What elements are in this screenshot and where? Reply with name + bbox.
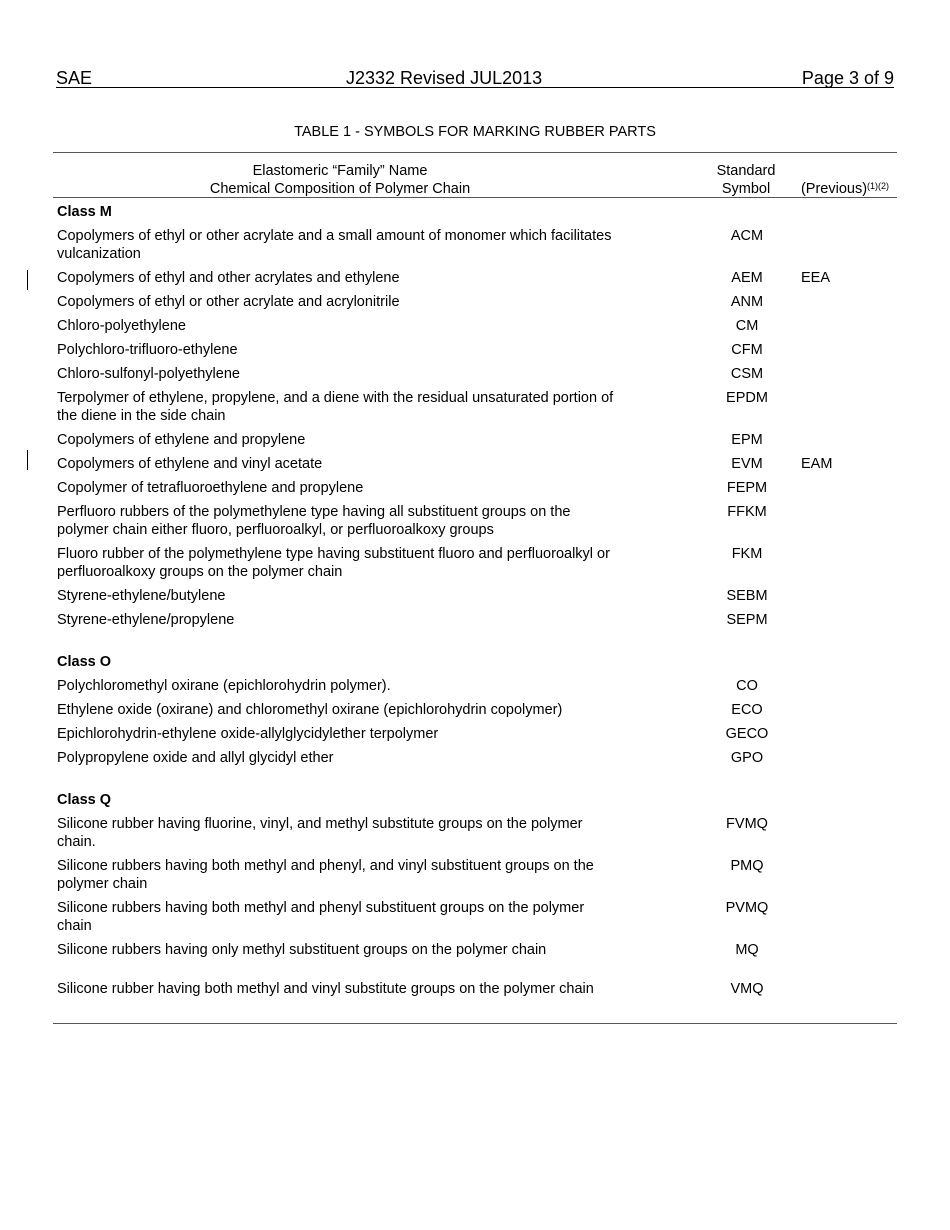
table-title: TABLE 1 - SYMBOLS FOR MARKING RUBBER PARTS bbox=[294, 124, 656, 140]
polymer-description: Styrene-ethylene/propylene bbox=[57, 612, 235, 628]
header-org: SAE bbox=[56, 68, 93, 88]
class-heading-o: Class O bbox=[57, 654, 111, 670]
polymer-description: Chloro-polyethylene bbox=[57, 318, 186, 334]
table-row bbox=[57, 293, 897, 311]
previous-symbol: EAM bbox=[801, 456, 833, 472]
standard-symbol: EPM bbox=[731, 432, 763, 448]
polymer-description: Epichlorohydrin-ethylene oxide-allylglycidylether terpolymer bbox=[57, 726, 439, 742]
table-row bbox=[57, 227, 897, 263]
table-row bbox=[57, 815, 897, 851]
polymer-description: Copolymers of ethylene and vinyl acetate bbox=[57, 456, 323, 472]
standard-symbol: PMQ bbox=[730, 858, 764, 874]
polymer-description: Styrene-ethylene/butylene bbox=[57, 588, 226, 604]
polymer-description: Silicone rubber having fluorine, vinyl, and methyl substitute groups on the polymer chain. bbox=[57, 816, 583, 850]
standard-symbol: SEPM bbox=[726, 612, 768, 628]
header-doc-id: J2332 Revised JUL2013 bbox=[346, 68, 543, 88]
polymer-description: Copolymers of ethylene and propylene bbox=[57, 432, 306, 448]
column-header-name-line1: Elastomeric “Family” Name bbox=[252, 163, 428, 179]
standard-symbol: FVMQ bbox=[726, 816, 768, 832]
polymer-description: Ethylene oxide (oxirane) and chloromethyl oxirane (epichlorohydrin copolymer) bbox=[57, 702, 563, 718]
table-row bbox=[57, 899, 897, 935]
table-bottom-rule bbox=[53, 1023, 897, 1024]
standard-symbol: GECO bbox=[725, 726, 769, 742]
standard-symbol: GPO bbox=[730, 750, 764, 766]
table-row bbox=[57, 389, 897, 425]
standard-symbol: EPDM bbox=[726, 390, 768, 406]
table-row bbox=[57, 725, 897, 743]
table-row bbox=[57, 365, 897, 383]
standard-symbol: MQ bbox=[735, 942, 759, 958]
standard-symbol: SEBM bbox=[726, 588, 768, 604]
column-header-standard-symbol bbox=[696, 162, 796, 198]
table-body bbox=[57, 203, 897, 1004]
standard-symbol: AEM bbox=[731, 270, 763, 286]
standard-symbol: ACM bbox=[730, 228, 764, 244]
standard-symbol: ANM bbox=[730, 294, 764, 310]
column-header-previous bbox=[790, 180, 900, 198]
table-row bbox=[57, 701, 897, 719]
table-row bbox=[57, 677, 897, 695]
class-q-rows bbox=[57, 815, 897, 998]
standard-symbol: FKM bbox=[731, 546, 763, 562]
standard-symbol: CM bbox=[735, 318, 759, 334]
table-row bbox=[57, 455, 897, 473]
table-row bbox=[57, 611, 897, 629]
revision-change-bar bbox=[27, 270, 28, 290]
class-o-rows bbox=[57, 677, 897, 767]
standard-symbol: CO bbox=[736, 678, 758, 694]
table-row bbox=[57, 941, 897, 959]
polymer-description: Silicone rubbers having both methyl and phenyl substituent groups on the polymer chain bbox=[57, 900, 585, 934]
table-top-rule bbox=[53, 152, 897, 153]
class-heading-m: Class M bbox=[57, 204, 112, 220]
standard-symbol: CFM bbox=[731, 342, 763, 358]
table-row bbox=[57, 545, 897, 581]
polymer-description: Fluoro rubber of the polymethylene type having substituent fluoro and perfluoroalkyl or perfluoroalkoxy groups on the polymer chain bbox=[57, 546, 610, 580]
polymer-description: Silicone rubbers having only methyl substituent groups on the polymer chain bbox=[57, 942, 547, 958]
header-page-number: Page 3 of 9 bbox=[801, 68, 894, 88]
revision-change-bar bbox=[27, 450, 28, 470]
standard-symbol: PVMQ bbox=[725, 900, 769, 916]
polymer-description: Copolymers of ethyl or other acrylate and a small amount of monomer which facilitates vulcanization bbox=[57, 228, 612, 262]
polymer-description: Polychloro-trifluoro-ethylene bbox=[57, 342, 238, 358]
polymer-description: Copolymers of ethyl or other acrylate and acrylonitrile bbox=[57, 294, 400, 310]
polymer-description: Copolymers of ethyl and other acrylates and ethylene bbox=[57, 270, 400, 286]
standard-symbol: FFKM bbox=[727, 504, 767, 520]
standard-symbol: FEPM bbox=[726, 480, 768, 496]
column-header-std-line2: Symbol bbox=[721, 181, 771, 197]
table-row bbox=[57, 317, 897, 335]
table-row bbox=[57, 587, 897, 605]
table-row bbox=[57, 749, 897, 767]
class-heading-q: Class Q bbox=[57, 792, 111, 808]
polymer-description: Polychloromethyl oxirane (epichlorohydrin polymer). bbox=[57, 678, 391, 694]
polymer-description: Silicone rubbers having both methyl and phenyl, and vinyl substituent groups on the polymer chain bbox=[57, 858, 594, 892]
column-header-name-line2: Chemical Composition of Polymer Chain bbox=[209, 181, 471, 197]
column-header-name bbox=[150, 162, 530, 198]
table-row bbox=[57, 431, 897, 449]
table-row bbox=[57, 980, 897, 998]
class-m-rows bbox=[57, 227, 897, 629]
standard-symbol: ECO bbox=[731, 702, 763, 718]
polymer-description: Chloro-sulfonyl-polyethylene bbox=[57, 366, 240, 382]
column-header-previous-footnote: (1)(2) bbox=[867, 181, 890, 191]
standard-symbol: CSM bbox=[730, 366, 764, 382]
table-row bbox=[57, 341, 897, 359]
column-header-previous-label: (Previous) bbox=[800, 181, 868, 197]
polymer-description: Silicone rubber having both methyl and vinyl substitute groups on the polymer chain bbox=[57, 981, 594, 997]
table-row bbox=[57, 269, 897, 287]
polymer-description: Polypropylene oxide and allyl glycidyl ether bbox=[57, 750, 334, 766]
table-row bbox=[57, 479, 897, 497]
polymer-description: Copolymer of tetrafluoroethylene and propylene bbox=[57, 480, 364, 496]
standard-symbol: VMQ bbox=[730, 981, 764, 997]
column-header-std-line1: Standard bbox=[716, 163, 776, 179]
table-header-rule bbox=[53, 197, 897, 198]
header-rule bbox=[56, 87, 894, 88]
table-row bbox=[57, 503, 897, 539]
polymer-description: Terpolymer of ethylene, propylene, and a diene with the residual unsaturated portion of the diene in the side chain bbox=[57, 390, 614, 424]
table-row bbox=[57, 857, 897, 893]
polymer-description: Perfluoro rubbers of the polymethylene type having all substituent groups on the polymer chain either fluoro, perfluoroalkyl, or perfluoroalkoxy groups bbox=[57, 504, 571, 538]
previous-symbol: EEA bbox=[801, 270, 831, 286]
standard-symbol: EVM bbox=[731, 456, 763, 472]
